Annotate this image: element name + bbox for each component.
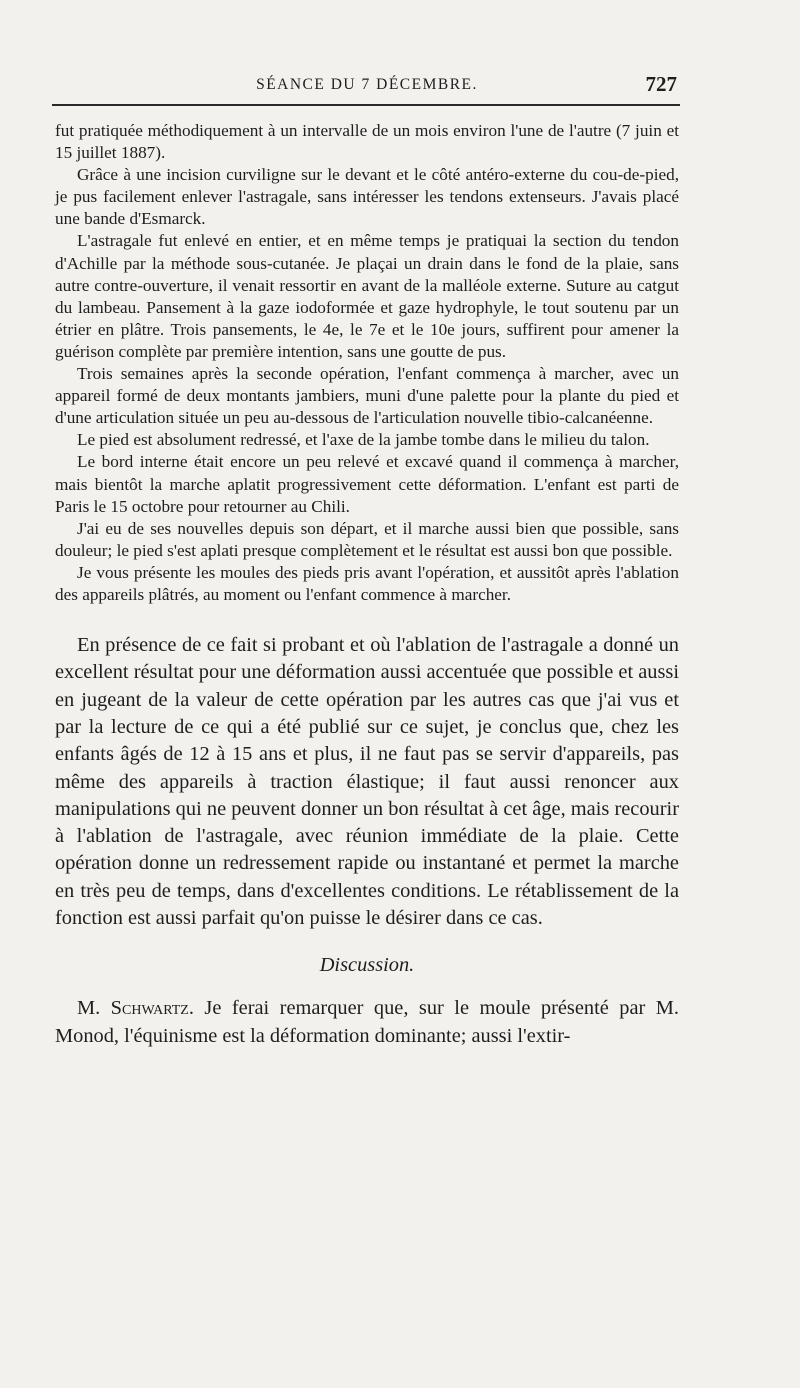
paragraph: fut pratiquée méthodiquement à un intervalle de un mois environ l'une de l'autre (7 juin et 15 juillet 1887). bbox=[55, 121, 679, 163]
discussion-text: Je ferai remarquer que, sur le moule présenté par M. Monod, l'équinisme est la déformation dominante; aussi l'extir- bbox=[55, 997, 679, 1047]
running-head bbox=[55, 72, 679, 98]
discussion-paragraph bbox=[55, 995, 679, 1050]
speaker-name: M. Schwartz. bbox=[77, 997, 194, 1020]
paragraph: Grâce à une incision curviligne sur le devant et le côté antéro-externe du cou-de-pied, je pus facilement enlever l'astragale, sans intéresser les tendons extenseurs. J'avais placé une bande d'Esmarck. bbox=[55, 165, 679, 229]
paragraph: J'ai eu de ses nouvelles depuis son départ, et il marche aussi bien que possible, sans douleur; le pied s'est aplati presque complètement et le résultat est aussi bon que possible. bbox=[55, 518, 679, 560]
page-body bbox=[55, 120, 679, 1050]
page-number: 727 bbox=[645, 72, 677, 96]
paragraph: Je vous présente les moules des pieds pris avant l'opération, et aussitôt après l'ablation des appareils plâtrés, au moment ou l'enfant commence à marcher. bbox=[55, 562, 679, 604]
conclusion-section bbox=[55, 632, 679, 932]
paragraph: Trois semaines après la seconde opération, l'enfant commença à marcher, avec un appareil formé de deux montants jambiers, muni d'une palette pour la plante du pied et d'une articulation située un peu au-dessous de l'articulation nouvelle tibio-calcanéenne. bbox=[55, 364, 679, 428]
paragraph: L'astragale fut enlevé en entier, et en même temps je pratiquai la section du tendon d'Achille par la méthode sous-cutanée. Je plaçai un drain dans le fond de la plaie, sans autre contre-ouverture, il venait ressortir en avant de la malléole externe. Suture au catgut du lambeau. Pansement à la gaze iodoformée et gaze hydrophyle, le tout soutenu par un étrier en plâtre. Trois pansements, le 4e, le 7e et le 10e jours, suffirent pour amener la guérison complète par première intention, sans une goutte de pus. bbox=[55, 231, 679, 361]
discussion-section bbox=[55, 995, 679, 1050]
running-title: SÉANCE DU 7 DÉCEMBRE. bbox=[256, 76, 478, 93]
paragraph: Le bord interne était encore un peu relevé et excavé quand il commença à marcher, mais bientôt la marche aplatit progressivement cette déformation. L'enfant est parti de Paris le 15 octobre pour retourner au Chili. bbox=[55, 452, 679, 516]
report-section bbox=[55, 120, 679, 606]
paragraph: Le pied est absolument redressé, et l'axe de la jambe tombe dans le milieu du talon. bbox=[77, 430, 650, 450]
discussion-heading: Discussion. bbox=[319, 954, 415, 977]
header-rule bbox=[52, 104, 680, 106]
conclusion-paragraph: En présence de ce fait si probant et où l'ablation de l'astragale a donné un excellent résultat pour une déformation aussi accentuée que possible et aussi en jugeant de la valeur de cette opération par les autres cas que j'ai vus et par la lecture de ce qui a été publié sur ce sujet, je conclus que, chez les enfants âgés de 12 à 15 ans et plus, il ne faut pas se servir d'appareils, pas même des appareils à traction élastique; il faut aussi renoncer aux manipulations qui ne peuvent donner un bon résultat à cet âge, mais recourir à l'ablation de l'astragale, avec réunion immédiate de la plaie. Cette opération donne un redressement rapide ou instantané et permet la marche en très peu de temps, dans d'excellentes conditions. Le rétablissement de la fonction est aussi parfait qu'on puisse le désirer dans ce cas. bbox=[55, 634, 679, 930]
